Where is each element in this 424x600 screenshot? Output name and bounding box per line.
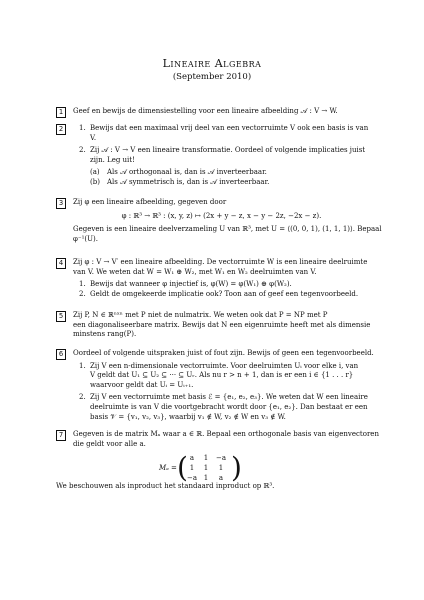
matrix-entry: a [218, 474, 224, 483]
question-text: zijn. Leg uit! [90, 155, 135, 164]
sub-sub-question-label: (b) [90, 177, 100, 186]
question-text: V. [90, 133, 97, 142]
question-text: Als 𝒜 symmetrisch is, dan is 𝒜 inverteerbaar. [107, 177, 270, 186]
sub-sub-question [90, 178, 370, 188]
question-2 [56, 124, 370, 188]
question-number-box: 3 [56, 198, 66, 209]
page-title: Lineaire Algebra [162, 57, 262, 70]
question-4 [56, 258, 370, 299]
left-paren: ( [177, 451, 188, 485]
question-text: Zij φ : V → V′ een lineaire afbeelding. De vectorruimte W is een lineaire deelruimte [73, 258, 368, 266]
matrix-label: Mₐ = [159, 464, 177, 473]
question-text: Zij V een n-dimensionale vectorruimte. Voor deelruimten Uᵢ voor elke i, van [90, 361, 359, 370]
question-3 [56, 198, 382, 244]
sub-question [73, 124, 370, 143]
question-text: Zij V een vectorruimte met basis ℰ = {e₁, e₂, e₃}. We weten dat W een lineaire [90, 393, 368, 402]
question-text: Gegeven is een lineaire deelverzameling U van ℝ³, met U = ⟨(0, 0, 1), (1, 1, 1)⟩. Bepaal [73, 225, 382, 234]
equation: φ : ℝ³ → ℝ³ : (x, y, z) ↦ (2x + y − z, x − y − 2z, −2x − z). [121, 211, 322, 220]
footer-note: We beschouwen als inproduct het standaard inproduct op ℝ³. [56, 482, 275, 490]
question-text: die geldt voor alle a. [73, 439, 146, 448]
question-7 [56, 430, 379, 489]
sub-question-label: 2. [79, 393, 86, 402]
matrix-entry: 1 [218, 464, 224, 473]
right-paren: ) [231, 451, 242, 485]
sub-question [73, 290, 370, 300]
matrix-grid [185, 453, 229, 483]
sub-sub-question-label: (a) [90, 168, 100, 177]
sub-question [73, 362, 370, 391]
question-text: een diagonaliseerbare matrix. Bewijs dat N een eigenruimte heeft met als dimensie [73, 320, 371, 329]
matrix-entry: 1 [203, 474, 209, 483]
question-text: minstens rang(P). [73, 330, 137, 339]
question-number-box: 4 [56, 258, 66, 269]
question-6 [56, 349, 374, 422]
question-text: Geldt de omgekeerde implicatie ook? Toon aan of geef een tegenvoorbeeld. [90, 289, 359, 298]
question-text: Gegeven is de matrix Mₐ waar a ∈ ℝ. Bepaal een orthogonale basis van eigenvectoren [73, 430, 379, 438]
question-text: φ⁻¹(U). [73, 234, 98, 243]
matrix-entry: a [189, 454, 195, 463]
matrix-entry: 1 [189, 464, 195, 473]
sub-question-label: 2. [79, 146, 86, 155]
question-number-box: 1 [56, 107, 66, 118]
matrix-entry: −a [215, 454, 227, 463]
question-text: V geldt dat U₁ ⊆ U₂ ⊆ ··· ⊆ Uᵣ. Als nu r > n + 1, dan is er een i ∈ {1 . . . r} [90, 371, 354, 380]
sub-sub-question [90, 168, 370, 178]
question-text: Bewijs dat wanneer φ injectief is, φ(W) = φ(W₁) ⊕ φ(W₂). [90, 280, 292, 289]
question-text: Zij φ een lineaire afbeelding, gegeven door [73, 198, 227, 206]
sub-question [73, 146, 370, 187]
question-number-box: 5 [56, 311, 66, 322]
sub-question-label: 1. [79, 361, 86, 370]
matrix-entry: 1 [203, 454, 209, 463]
sub-question [73, 393, 370, 422]
question-text: Zij P, N ∈ ℝⁿˣⁿ met P niet de nulmatrix. We weten ook dat P = NP met P [73, 311, 328, 319]
question-number-box: 6 [56, 349, 66, 360]
sub-question [73, 280, 370, 290]
sub-question-label: 2. [79, 289, 86, 298]
matrix-entry: −a [186, 474, 198, 483]
matrix-entry: 1 [203, 464, 209, 473]
question-5 [56, 311, 370, 340]
page-subtitle: (September 2010) [172, 72, 252, 82]
question-text: Zij 𝒜 : V → V een lineaire transformatie. Oordeel of volgende implicaties juist [90, 146, 366, 155]
question-number-box: 7 [56, 430, 66, 441]
sub-question-label: 1. [79, 280, 86, 289]
question-text: basis 𝒱 = {v₁, v₂, v₃}, waarbij v₁ ∉ W, v₂ ∉ W en v₃ ∉ W. [90, 412, 286, 421]
question-number-box: 2 [56, 124, 66, 135]
sub-question-label: 1. [79, 124, 86, 132]
question-1 [56, 107, 370, 117]
question-text: Geef en bewijs de dimensiestelling voor een lineaire afbeelding 𝒜 : V → W. [73, 107, 338, 115]
question-text: deelruimte is van V die voortgebracht wordt door {e₁, e₂}. Dan bestaat er een [90, 402, 368, 411]
question-text: Als 𝒜 orthogonaal is, dan is 𝒜 inverteerbaar. [107, 168, 267, 177]
question-text: Oordeel of volgende uitspraken juist of fout zijn. Bewijs of geen een tegenvoorbeeld. [73, 349, 374, 357]
question-text: waarvoor geldt dat Uᵢ = Uᵢ₊₁. [90, 380, 194, 389]
question-text: van V. We weten dat W = W₁ ⊕ W₂, met W₁ en W₂ deelruimten van V. [73, 267, 317, 276]
question-text: Bewijs dat een maximaal vrij deel van een vectorruimte V ook een basis is van [90, 124, 369, 132]
